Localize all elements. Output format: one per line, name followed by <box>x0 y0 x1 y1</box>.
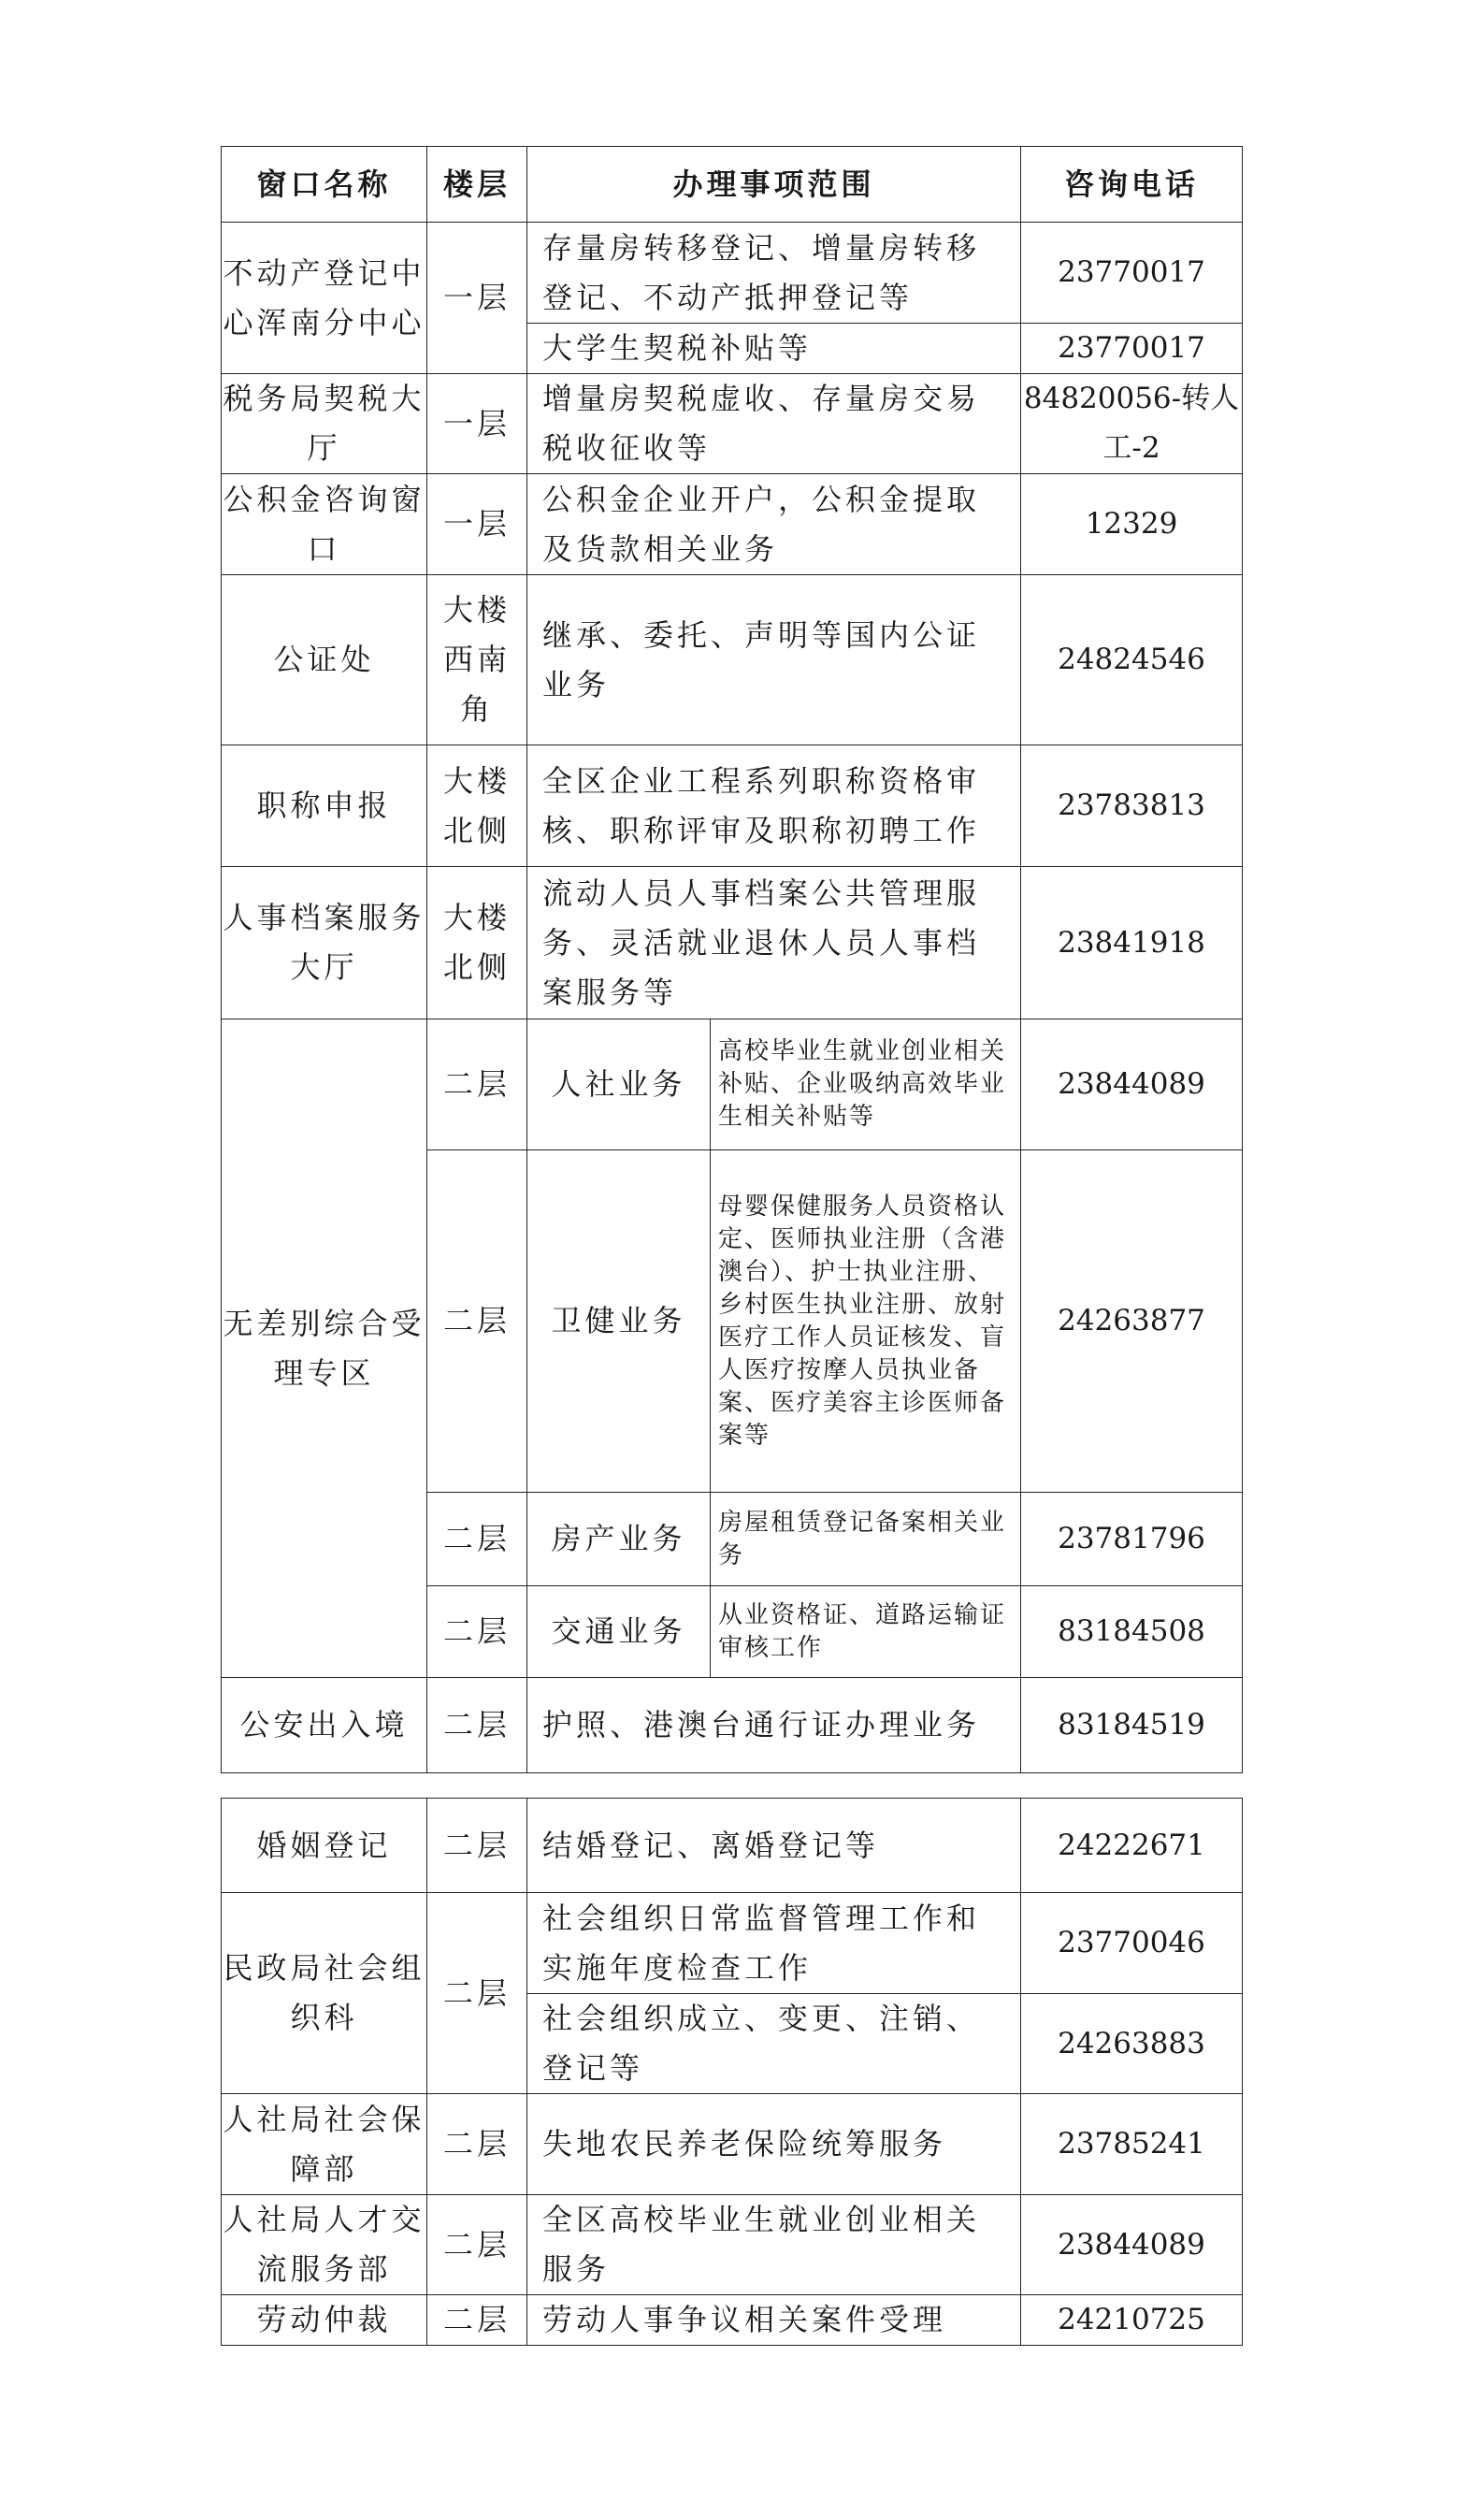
scope: 母婴保健服务人员资格认定、医师执业注册（含港澳台）、护士执业注册、乡村医生执业注册、放射医疗工作人员证核发、盲人医疗按摩人员执业备案、医疗美容主诊医师备案等 <box>711 1150 1021 1493</box>
table-row <box>222 223 1243 324</box>
floor: 二层 <box>427 1493 527 1586</box>
floor: 二层 <box>427 1150 527 1493</box>
window-name: 职称申报 <box>222 745 427 867</box>
phone: 23783813 <box>1021 745 1243 867</box>
floor: 二层 <box>427 1019 527 1150</box>
floor: 大楼北侧 <box>427 867 527 1019</box>
phone: 83184519 <box>1021 1678 1243 1773</box>
phone: 23844089 <box>1021 2195 1243 2295</box>
scope: 护照、港澳台通行证办理业务 <box>527 1678 1021 1773</box>
scope: 全区高校毕业生就业创业相关服务 <box>527 2195 1021 2295</box>
scope: 社会组织成立、变更、注销、登记等 <box>527 1994 1021 2094</box>
window-name: 公安出入境 <box>222 1678 427 1773</box>
phone: 23770017 <box>1021 223 1243 324</box>
table-row <box>222 745 1243 867</box>
table-header-row <box>222 147 1243 223</box>
table-row <box>222 1893 1243 1994</box>
phone: 12329 <box>1021 474 1243 575</box>
floor: 二层 <box>427 1586 527 1678</box>
scope: 继承、委托、声明等国内公证业务 <box>527 575 1021 745</box>
service-window-table-continued <box>221 1798 1243 2346</box>
floor: 二层 <box>427 1893 527 2094</box>
phone: 24222671 <box>1021 1799 1243 1893</box>
phone: 23770017 <box>1021 324 1243 374</box>
business-category: 卫健业务 <box>527 1150 711 1493</box>
header-floor: 楼层 <box>427 147 527 223</box>
floor: 大楼西南角 <box>427 575 527 745</box>
phone: 84820056-转人工-2 <box>1021 374 1243 474</box>
table-row <box>222 1678 1243 1773</box>
phone: 23770046 <box>1021 1893 1243 1994</box>
window-name: 民政局社会组织科 <box>222 1893 427 2094</box>
scope: 结婚登记、离婚登记等 <box>527 1799 1021 1893</box>
phone: 24263883 <box>1021 1994 1243 2094</box>
window-name: 婚姻登记 <box>222 1799 427 1893</box>
floor: 一层 <box>427 474 527 575</box>
phone: 24263877 <box>1021 1150 1243 1493</box>
floor: 二层 <box>427 1678 527 1773</box>
scope: 失地农民养老保险统筹服务 <box>527 2094 1021 2195</box>
scope: 存量房转移登记、增量房转移登记、不动产抵押登记等 <box>527 223 1021 324</box>
phone: 24210725 <box>1021 2295 1243 2346</box>
window-name: 公积金咨询窗口 <box>222 474 427 575</box>
table-row <box>222 2195 1243 2295</box>
window-name: 人社局人才交流服务部 <box>222 2195 427 2295</box>
floor: 二层 <box>427 2195 527 2295</box>
window-name: 不动产登记中心浑南分中心 <box>222 223 427 374</box>
service-window-table <box>221 146 1243 1773</box>
floor: 大楼北侧 <box>427 745 527 867</box>
header-phone: 咨询电话 <box>1021 147 1243 223</box>
scope: 增量房契税虚收、存量房交易税收征收等 <box>527 374 1021 474</box>
table-row <box>222 1019 1243 1150</box>
scope: 公积金企业开户，公积金提取及货款相关业务 <box>527 474 1021 575</box>
window-name: 税务局契税大厅 <box>222 374 427 474</box>
table-row <box>222 575 1243 745</box>
table-row <box>222 867 1243 1019</box>
phone: 83184508 <box>1021 1586 1243 1678</box>
table-row <box>222 2295 1243 2346</box>
window-name: 人事档案服务大厅 <box>222 867 427 1019</box>
phone: 23785241 <box>1021 2094 1243 2195</box>
table-row <box>222 1799 1243 1893</box>
header-scope: 办理事项范围 <box>527 147 1021 223</box>
scope: 大学生契税补贴等 <box>527 324 1021 374</box>
phone: 23781796 <box>1021 1493 1243 1586</box>
scope: 房屋租赁登记备案相关业务 <box>711 1493 1021 1586</box>
floor: 一层 <box>427 374 527 474</box>
window-name: 劳动仲裁 <box>222 2295 427 2346</box>
phone: 24824546 <box>1021 575 1243 745</box>
table-row <box>222 2094 1243 2195</box>
scope: 从业资格证、道路运输证审核工作 <box>711 1586 1021 1678</box>
business-category: 交通业务 <box>527 1586 711 1678</box>
floor: 二层 <box>427 1799 527 1893</box>
floor: 二层 <box>427 2295 527 2346</box>
phone: 23841918 <box>1021 867 1243 1019</box>
window-name: 无差别综合受理专区 <box>222 1019 427 1678</box>
business-category: 人社业务 <box>527 1019 711 1150</box>
scope: 劳动人事争议相关案件受理 <box>527 2295 1021 2346</box>
table-row <box>222 474 1243 575</box>
business-category: 房产业务 <box>527 1493 711 1586</box>
scope: 流动人员人事档案公共管理服务、灵活就业退休人员人事档案服务等 <box>527 867 1021 1019</box>
scope: 全区企业工程系列职称资格审核、职称评审及职称初聘工作 <box>527 745 1021 867</box>
phone: 23844089 <box>1021 1019 1243 1150</box>
floor: 一层 <box>427 223 527 374</box>
scope: 高校毕业生就业创业相关补贴、企业吸纳高效毕业生相关补贴等 <box>711 1019 1021 1150</box>
table-row <box>222 374 1243 474</box>
scope: 社会组织日常监督管理工作和实施年度检查工作 <box>527 1893 1021 1994</box>
window-name: 公证处 <box>222 575 427 745</box>
floor: 二层 <box>427 2094 527 2195</box>
header-window-name: 窗口名称 <box>222 147 427 223</box>
window-name: 人社局社会保障部 <box>222 2094 427 2195</box>
